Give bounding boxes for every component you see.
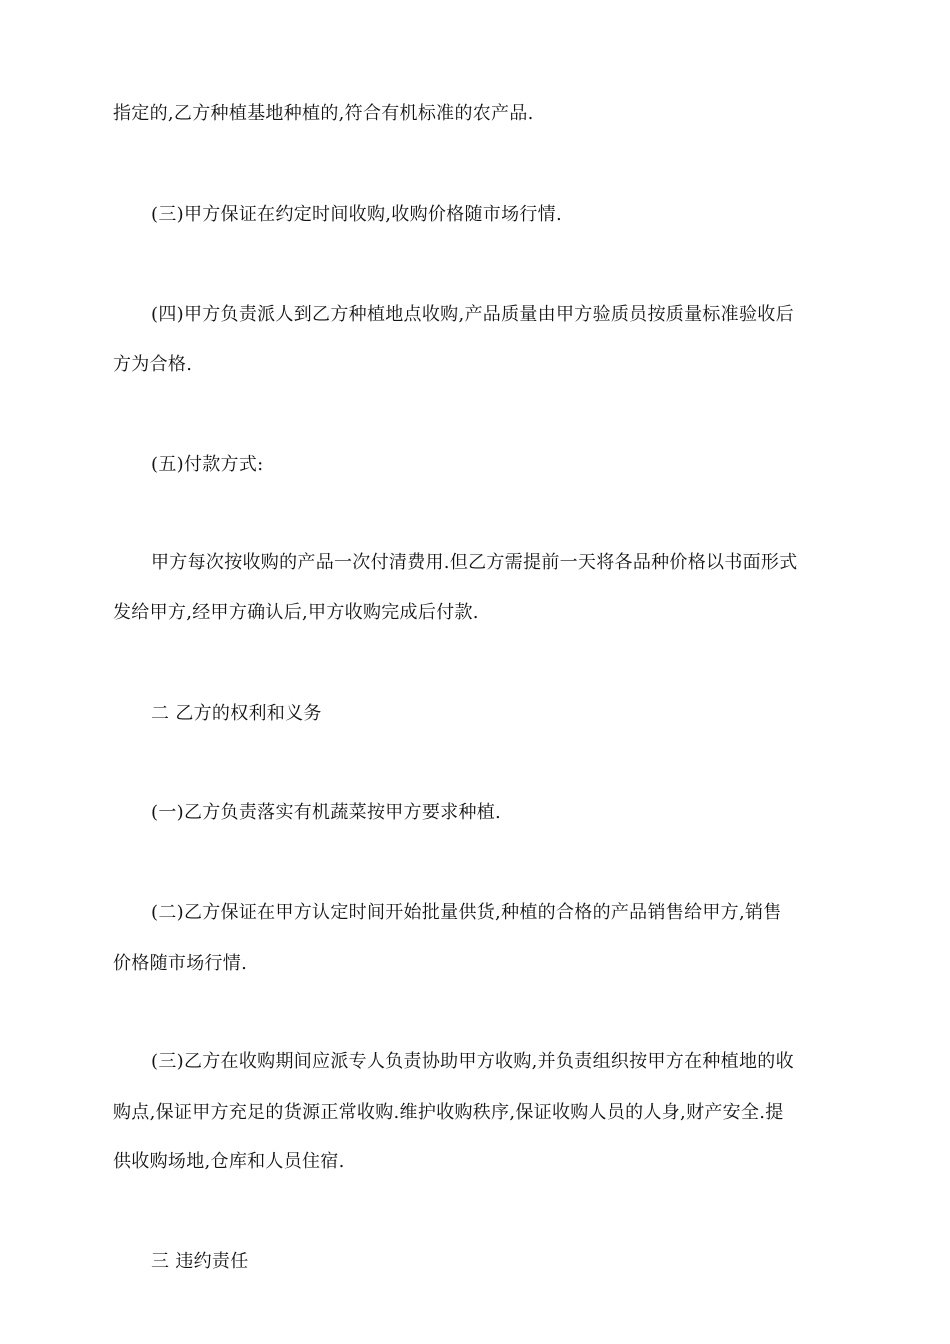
- text-line: (三)乙方在收购期间应派专人负责协助甲方收购,并负责组织按甲方在种植地的收: [151, 1051, 794, 1072]
- text-line: 指定的,乙方种植基地种植的,符合有机标准的农产品.: [113, 103, 534, 124]
- text-line: (三)甲方保证在约定时间收购,收购价格随市场行情.: [151, 204, 562, 225]
- text-line: 甲方每次按收购的产品一次付清费用.但乙方需提前一天将各品种价格以书面形式: [151, 552, 798, 573]
- text-line: (一)乙方负责落实有机蔬菜按甲方要求种植.: [151, 802, 502, 823]
- text-line: 方为合格.: [113, 354, 193, 375]
- text-line: 供收购场地,仓库和人员住宿.: [113, 1151, 345, 1172]
- text-line: 发给甲方,经甲方确认后,甲方收购完成后付款.: [113, 602, 479, 623]
- section-heading: 二 乙方的权利和义务: [151, 703, 322, 724]
- section-heading: 三 违约责任: [151, 1251, 249, 1272]
- text-line: (二)乙方保证在甲方认定时间开始批量供货,种植的合格的产品销售给甲方,销售: [151, 902, 782, 923]
- text-line: 价格随市场行情.: [113, 953, 248, 974]
- text-line: (四)甲方负责派人到乙方种植地点收购,产品质量由甲方验质员按质量标准验收后: [151, 304, 794, 325]
- text-line: 购点,保证甲方充足的货源正常收购.维护收购秩序,保证收购人员的人身,财产安全.提: [113, 1102, 784, 1123]
- text-line: (五)付款方式:: [151, 454, 264, 475]
